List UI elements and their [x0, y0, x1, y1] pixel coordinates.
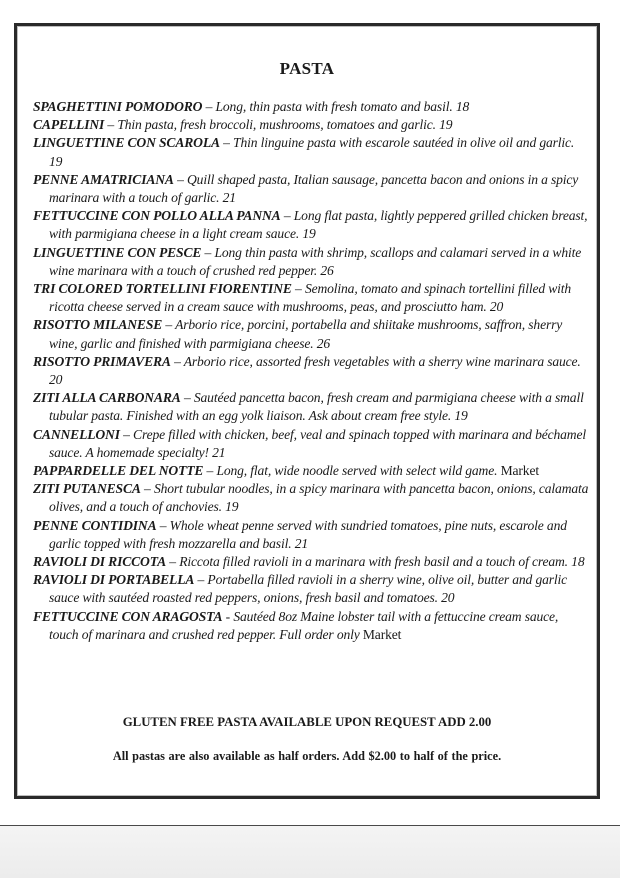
menu-item: [33, 134, 589, 170]
menu-item-separator: –: [202, 99, 216, 114]
menu-item-description: Thin linguine pasta with escarole sautéed in olive oil and garlic. 19: [49, 135, 575, 169]
menu-item-description: Arborio rice, assorted fresh vegetables with a sherry wine marinara sauce. 20: [49, 353, 581, 388]
menu-item: [33, 244, 589, 280]
menu-item-separator: –: [119, 426, 134, 442]
menu-item-separator: –: [201, 244, 215, 260]
menu-item-description: Long, flat, wide noodle served with select wild game.: [216, 463, 501, 479]
menu-item: [33, 171, 589, 207]
menu-item-name: SPAGHETTINI POMODORO: [33, 99, 203, 114]
menu-item-separator: –: [194, 572, 208, 588]
menu-item-description: Portabella filled ravioli in a sherry wine, olive oil, butter and garlic sauce with sautéed roasted red peppers, onions, fresh basil and tomatoes. 20: [49, 572, 568, 606]
menu-item-name: CANNELLONI: [33, 426, 120, 442]
menu-item: [33, 316, 589, 352]
menu-item-description: Riccota filled ravioli in a marinara with fresh basil and a touch of cream. 18: [179, 554, 585, 570]
menu-item-description: Whole wheat penne served with sundried tomatoes, pine nuts, escarole and garlic topped with fresh mozzarella and basil. 21: [49, 517, 567, 551]
menu-item-separator: –: [162, 317, 176, 333]
menu-item-description: Long thin pasta with shrimp, scallops and calamari served in a white wine marinara with a touch of crushed red pepper. 26: [49, 244, 582, 278]
menu-title: PASTA: [279, 59, 335, 78]
menu-item-separator: –: [291, 281, 305, 297]
menu-item-name: RAVIOLI DI RICCOTA: [33, 554, 167, 570]
menu-item-name: PENNE CONTIDINA: [33, 517, 157, 533]
menu-item-description: Long, thin pasta with fresh tomato and basil. 18: [215, 99, 470, 114]
menu-item-name: PENNE AMATRICIANA: [33, 171, 174, 187]
menu-item-separator: -: [222, 608, 234, 624]
menu-item-name: RISOTTO MILANESE: [33, 317, 163, 333]
menu-item-description: Arborio rice, porcini, portabella and shiitake mushrooms, saffron, sherry wine, garlic and finished with parmigiana cheese. 26: [49, 317, 563, 351]
menu-item-name: PAPPARDELLE DEL NOTTE: [33, 463, 204, 479]
menu-item-separator: –: [140, 481, 154, 497]
page-break-divider: [0, 825, 620, 878]
menu-frame: [14, 23, 600, 799]
menu-item-name: CAPELLINI: [33, 117, 105, 133]
menu-item-separator: –: [280, 208, 294, 224]
menu-item-description: Crepe filled with chicken, beef, veal and spinach topped with marinara and béchamel sauce. A homemade specialty! 21: [49, 426, 586, 460]
menu-items-list: [33, 98, 589, 644]
menu-item-separator: –: [173, 171, 188, 187]
menu-item: [33, 116, 589, 134]
menu-item: [33, 280, 589, 316]
menu-item-description: Long flat pasta, lightly peppered grilled chicken breast, with parmigiana cheese in a light cream sauce. 19: [49, 208, 588, 242]
menu-item-separator: –: [219, 135, 234, 151]
menu-item-description: Sautéed 8oz Maine lobster tail with a fettuccine cream sauce, touch of marinara and crushed red pepper. Full order only: [49, 608, 559, 642]
menu-item-separator: –: [166, 554, 180, 570]
menu-item-name: ZITI ALLA CARBONARA: [33, 390, 181, 406]
menu-item-separator: –: [156, 517, 170, 533]
menu-item-market-price: Market: [362, 626, 402, 642]
menu-item-name: LINGUETTINE CON PESCE: [33, 244, 202, 260]
menu-item-description: Semolina, tomato and spinach tortellini filled with ricotta cheese served in a cream sauce with mushrooms, peas, and prosciutto ham. 20: [49, 281, 572, 315]
gluten-free-note: GLUTEN FREE PASTA AVAILABLE UPON REQUEST ADD 2.00: [122, 715, 492, 729]
menu-item-name: ZITI PUTANESCA: [33, 481, 141, 497]
menu-item: [33, 98, 589, 116]
menu-item-description: Quill shaped pasta, Italian sausage, pancetta bacon and onions in a spicy marinara with a touch of garlic. 21: [49, 171, 579, 206]
menu-item-name: RAVIOLI DI PORTABELLA: [33, 572, 195, 588]
menu-item-separator: –: [203, 463, 217, 479]
menu-item: [33, 571, 589, 607]
menu-item-separator: –: [104, 117, 118, 133]
menu-item-name: FETTUCCINE CON ARAGOSTA: [33, 608, 223, 624]
menu-item-separator: –: [180, 390, 194, 406]
half-order-note: All pastas are also available as half orders. Add $2.00 to half of the price.: [112, 749, 502, 763]
menu-item: [33, 389, 589, 425]
menu-item-description: Thin pasta, fresh broccoli, mushrooms, tomatoes and garlic. 19: [117, 117, 453, 133]
menu-item-name: RISOTTO PRIMAVERA: [33, 353, 171, 369]
menu-item-market-price: Market: [500, 463, 539, 479]
menu-item: [33, 426, 589, 462]
menu-item-name: LINGUETTINE CON SCAROLA: [33, 135, 220, 151]
menu-item: [33, 207, 589, 243]
menu-item-name: FETTUCCINE CON POLLO ALLA PANNA: [33, 208, 281, 224]
menu-item: [33, 480, 589, 516]
menu-item-description: Sautéed pancetta bacon, fresh cream and parmigiana cheese with a small tubular pasta. Finished with an egg yolk liaison. Ask about cream free style. 19: [49, 390, 584, 424]
menu-item-name: TRI COLORED TORTELLINI FIORENTINE: [33, 281, 292, 297]
menu-item: [33, 353, 589, 389]
menu-item: [33, 553, 589, 571]
menu-item-description: Short tubular noodles, in a spicy marinara with pancetta bacon, onions, calamata olives, and a touch of anchovies. 19: [49, 481, 589, 515]
menu-item: [33, 517, 589, 553]
menu-item-separator: –: [170, 353, 184, 369]
menu-item: [33, 608, 589, 644]
menu-item: [33, 462, 589, 480]
